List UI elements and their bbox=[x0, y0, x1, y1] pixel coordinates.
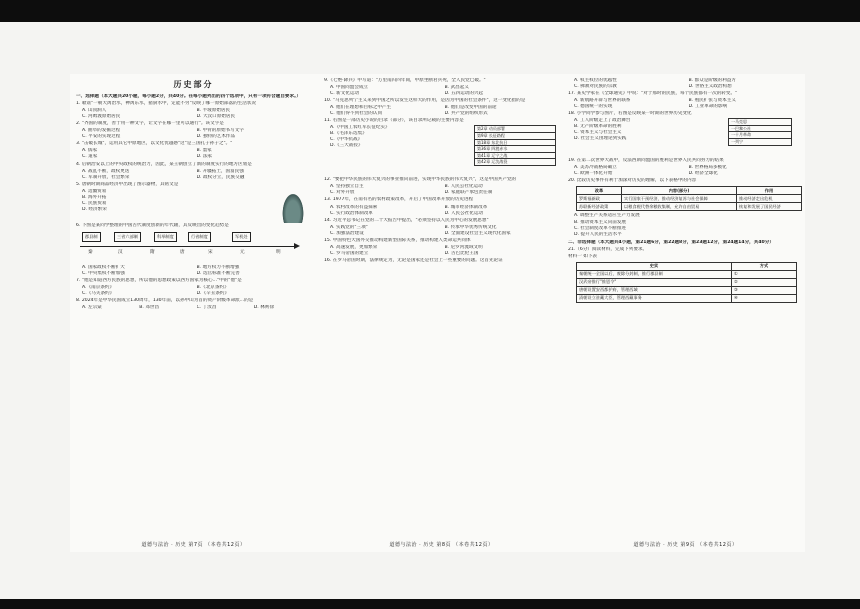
option: B. 半坡原始居民 bbox=[196, 108, 231, 114]
table-cell: 罗斯福新政 bbox=[577, 195, 622, 203]
page-8-column bbox=[324, 74, 559, 552]
question-9-options bbox=[330, 85, 559, 97]
question-3-options bbox=[82, 148, 311, 160]
question-17-options bbox=[574, 98, 803, 110]
option: C. 社会制度改革不断推进 bbox=[574, 225, 627, 231]
option: B. 尼罗河流域文明 bbox=[444, 244, 483, 250]
diagram-row: 一巴黎公社 bbox=[729, 126, 791, 133]
instructions: 一、选择题（本大题共20小题，每小题2分，共40分。在每小题列出的四个选项中，只有一项符合题目要求。） bbox=[76, 94, 301, 100]
question-12: 12. "要把中华民族的伟大复兴的事业推向前进，实现中华民族的伟大复兴"，这是中国共产党的 bbox=[324, 177, 517, 183]
option: D. 工业革命的影响 bbox=[688, 104, 728, 110]
question-12-options bbox=[330, 184, 559, 196]
timeline-label: 汉 bbox=[118, 249, 123, 255]
option: B.《北京条约》 bbox=[196, 284, 229, 290]
option: D. 提升人民的生活水平 bbox=[574, 231, 622, 237]
history-facts-table bbox=[576, 262, 797, 303]
question-4: 4. 后朝治安以上的中央政权的统治力，因此，某王朝创立了新的制度实行的地方区划是 bbox=[76, 161, 252, 167]
question-16: 16. 在罗马帝国时期，法律规定为，无论是国家还是社会上一些重要的问题。这首先论证 bbox=[324, 257, 503, 263]
question-20: 20. 比较历史事件有利于加深对历史的理解，以下表格中的内容 bbox=[568, 178, 697, 184]
option: D. 全面建设社会主义现代化国家 bbox=[444, 230, 511, 236]
question-13-options bbox=[330, 205, 559, 217]
question-19: 19. 在第二次世界大战中，反法西斯同盟国的胜利是世界人民共同努力的结果 bbox=[568, 158, 724, 164]
option: D. 古巴比伦王国 bbox=[444, 250, 479, 256]
question-3: 3. "击破长城"，运用其它中原地区，以文化优越感"这"是三国孔子孙子之"。" bbox=[76, 141, 233, 147]
question-20-options bbox=[574, 213, 803, 237]
toc-row: 第9章 长征路程 bbox=[475, 133, 555, 140]
toc-row: 第2章 动员部署 bbox=[475, 126, 555, 133]
question-16-options bbox=[574, 78, 803, 90]
option: B. 甲骨的原始书写文字 bbox=[196, 128, 244, 134]
option: C.《中华抗战》 bbox=[330, 137, 363, 143]
timeline-box: 三省六部制 bbox=[114, 232, 141, 242]
option: A. 权主权位的优越性 bbox=[574, 78, 617, 83]
timeline-label: 唐 bbox=[180, 249, 185, 255]
option: B. 城市经济体制改革 bbox=[444, 204, 488, 210]
option: C. 资本主义与社会主义 bbox=[574, 130, 622, 136]
toc-row: 第36章 四渡赤水 bbox=[475, 146, 555, 153]
vase-image bbox=[281, 191, 305, 223]
toc-row: 第18章 东北抗日 bbox=[475, 140, 555, 147]
question-1-options bbox=[82, 108, 311, 120]
table-cell: 恢复和发展了国民经济 bbox=[737, 203, 802, 211]
option: D. 家庭联产承包责任制 bbox=[444, 190, 493, 196]
option: D. 政权分立，民族交融 bbox=[196, 174, 245, 180]
option: C. 加强法治建设 bbox=[330, 230, 364, 236]
option: B.《毛泽东选集》 bbox=[330, 131, 367, 137]
option: C. 中央集权不断加强 bbox=[82, 270, 125, 276]
question-18: 18. 小学同学参与图片，右图是反映某一时期的世界历史变化 bbox=[568, 111, 692, 117]
option: A. 坚持独立自主 bbox=[330, 184, 364, 190]
option: B. 海外开拓 bbox=[82, 194, 107, 200]
table-cell: 清朝设立驻藏大臣，管理西藏事务 bbox=[577, 294, 732, 302]
option: D. 独特的艺术作品 bbox=[196, 134, 236, 140]
option: B. 无产阶级革命的胜利 bbox=[574, 124, 622, 130]
option: A. 新航路开辟与世界的联系 bbox=[574, 98, 631, 104]
timeline-box: 行省制度 bbox=[188, 232, 211, 242]
option: A.《中国工农红军长征纪实》 bbox=[330, 125, 390, 131]
option: A. 实践党的"三项" bbox=[330, 224, 368, 230]
option: C. 军制开放，社会繁荣 bbox=[82, 174, 130, 180]
question-10: 10. "马克思列宁主义来到中国之所以发生这样大的作用，是因为中国的社会条件"，这一变化指的是 bbox=[324, 98, 526, 104]
option: C. 佛教对民族的宗教 bbox=[574, 84, 617, 90]
question-7: 7. "他是知道西方民族的思想，所以他的思想政策以西方国家为核心..."中的"他"是 bbox=[76, 277, 242, 283]
timeline-box: 军机处 bbox=[232, 232, 251, 242]
option: A. 高速发展，更加繁荣 bbox=[330, 244, 378, 250]
bottom-dark-border bbox=[0, 599, 860, 609]
timeline-label: 秦 bbox=[88, 249, 93, 255]
option: D.《三大战役》 bbox=[330, 143, 363, 149]
book-toc bbox=[474, 125, 556, 166]
question-18-block bbox=[568, 118, 803, 158]
question-2: 2. "齐国的制度，善于用一种文字，让文字在哪一里可以通行"。该文字是 bbox=[76, 121, 224, 127]
question-11: 11. 右图是一部历史小说的目录（部分），该目录所记载的主要内容是 bbox=[324, 118, 464, 124]
question-11-options bbox=[330, 125, 470, 149]
question-15-options bbox=[330, 245, 559, 257]
option: D.《辛丑条约》 bbox=[196, 290, 230, 296]
option: B. 地方权力不断增强 bbox=[196, 264, 240, 270]
option: D. 经济繁荣 bbox=[82, 206, 107, 212]
option: C. 德国统一的实现 bbox=[574, 104, 613, 110]
option: A.《南京条约》 bbox=[82, 284, 115, 290]
table-cell: 以粮食税代替余粮收集制，允许自由贸易 bbox=[622, 203, 737, 211]
option: A. 农村改革的有益探索 bbox=[330, 204, 378, 210]
timeline-box: 科举制度 bbox=[154, 232, 177, 242]
option: B. 邓世昌 bbox=[139, 305, 160, 311]
option: B. 世界格局多极化 bbox=[688, 165, 727, 171]
timeline-label: 元 bbox=[240, 249, 245, 255]
question-9: 9.《七绝·降兵》中写道："万里南归四年间，中原坐断君兵死，全人民党已破。" bbox=[324, 78, 486, 83]
option: B. 他们是改变中国的前途 bbox=[444, 105, 497, 111]
question-4-options bbox=[82, 169, 311, 181]
table-row bbox=[577, 270, 797, 278]
reform-table bbox=[576, 186, 802, 211]
option: A. 儒家 bbox=[82, 148, 98, 154]
part-two-heading: 二、非选择题（本大题共4小题，第21题6分，第22题8分，第23题12分，第24题14分，共40分） bbox=[568, 239, 774, 245]
question-6-options bbox=[82, 265, 311, 277]
timeline-arrow bbox=[80, 246, 294, 247]
table-cell: ② bbox=[732, 278, 797, 286]
option: D. 五四运动的兴起 bbox=[444, 91, 484, 97]
option: A. 战乱不断，政权更迭 bbox=[82, 168, 130, 174]
question-8: 8. 2024年是中华民国成立130周年，130年前，以孙中山为首的资产阶级革命派...的是 bbox=[76, 297, 254, 303]
table-header: 作用 bbox=[737, 187, 802, 195]
question-8-options bbox=[82, 305, 311, 311]
question-19-options bbox=[574, 165, 803, 177]
option: B. 传承中华优秀传统文化 bbox=[444, 224, 497, 230]
option: B. 人民公社化运动 bbox=[444, 184, 483, 190]
option: A. 边疆贸易 bbox=[82, 188, 107, 194]
option: A. 中国同盟会成立 bbox=[330, 85, 369, 91]
page-footer: 道德与法治 · 历史 第9页 （本卷共12页） bbox=[633, 541, 738, 548]
option: D. 世俗主义政治构想 bbox=[688, 84, 732, 90]
option: C. 罗马帝国的建立 bbox=[330, 250, 369, 256]
option: D. 选官标准不断完善 bbox=[196, 270, 240, 276]
question-18-options bbox=[574, 118, 724, 142]
timeline-label: 隋 bbox=[150, 249, 155, 255]
table-row bbox=[577, 294, 797, 302]
option: C. 平安的实现过程 bbox=[82, 134, 121, 140]
timeline-label: 明 bbox=[276, 249, 281, 255]
toc-row: 第42章 辽沈战役 bbox=[477, 159, 508, 165]
table-header-row bbox=[577, 187, 802, 195]
question-21: 21.（6分）阅读材料，完成下列要求。 bbox=[568, 246, 648, 252]
question-14-options bbox=[330, 225, 559, 237]
option: B. 推动资本主义向前发展 bbox=[574, 219, 627, 225]
option: D. 共产党的组织形式 bbox=[444, 111, 488, 117]
table-header: 方式 bbox=[732, 262, 797, 270]
top-dark-border bbox=[0, 0, 860, 22]
diagram-row: 一马克思 bbox=[729, 119, 791, 126]
option: D. 人民公社化运动 bbox=[444, 210, 484, 216]
question-15: 15. 中国特色大国外交推动构建新型国际关系，推动构建人类命运共同体 bbox=[324, 237, 471, 243]
option: A. 国家政权不断扩大 bbox=[82, 264, 125, 270]
question-17: 17. 某史学家在《全球通史》中说："对于那时的民族，每个民族都有一次的转变。" bbox=[568, 91, 738, 97]
option: C. 对外开放 bbox=[330, 190, 355, 196]
page-footer: 道德与法治 · 历史 第7页 （本卷共12页） bbox=[141, 541, 246, 548]
option: C. 他们得不到社会的认同 bbox=[330, 111, 383, 117]
option: D. 法家 bbox=[196, 154, 213, 160]
table-cell: 唐朝设置安西都护府，管理西域 bbox=[577, 286, 732, 294]
option: B. 殖民扩张与资本主义 bbox=[688, 98, 736, 104]
table-cell: ③ bbox=[732, 286, 797, 294]
table-cell: 苏联新经济政策 bbox=[577, 203, 622, 211]
history-diagram bbox=[728, 118, 792, 145]
table-header: 内容(部分) bbox=[622, 187, 737, 195]
table-row bbox=[577, 203, 802, 211]
option: A. 调整生产关系适应生产力发展 bbox=[574, 213, 640, 219]
question-10-options bbox=[330, 105, 559, 117]
question-14: 14. 习近平总书记在党的二十大报告中提出，"必须坚持以人民为中心的发展思想" bbox=[324, 217, 489, 223]
exam-sheet bbox=[70, 74, 805, 552]
option: C. 丁汝昌 bbox=[196, 305, 217, 311]
table-cell: ④ bbox=[732, 294, 797, 302]
page-7-column bbox=[76, 74, 311, 552]
option: C. 欧洲一体化开始 bbox=[574, 171, 613, 177]
question-13: 13. 1977年，在南有名的农村政策改革，开启了中国改革开放的历史进程 bbox=[324, 197, 474, 203]
material-one: 材料一 如下表 bbox=[568, 253, 598, 259]
option: B. 墨家 bbox=[196, 148, 212, 154]
question-5-options bbox=[82, 189, 277, 213]
page-9-column bbox=[568, 74, 803, 552]
table-row bbox=[577, 278, 797, 286]
table-row bbox=[577, 286, 797, 294]
table-cell: 秦朝统一全国以后，废除分封制，推行郡县制 bbox=[577, 270, 732, 278]
timeline-box: 郡县制 bbox=[82, 232, 101, 242]
question-7-options bbox=[82, 285, 311, 297]
option: C. 新文化运动 bbox=[330, 91, 360, 97]
option: B. 群众是阶级的利益方 bbox=[688, 78, 736, 83]
toc-row: 第41章 辽宁之战 bbox=[475, 153, 555, 160]
table-cell: ① bbox=[732, 270, 797, 278]
dynasty-timeline bbox=[80, 232, 300, 262]
question-5: 5. 唐朝时期商品经济中出现了图示器物，其铭文是 bbox=[76, 181, 179, 187]
table-cell: 汉武帝推行"推恩令" bbox=[577, 278, 732, 286]
option: A. 山顶洞人 bbox=[82, 108, 107, 114]
question-1: 1. 歌谣"一朝大禹治水，神禹东水，猪厨水中，定能不穷"反映了哪一原始部落的生活状况 bbox=[76, 101, 257, 107]
question-11-block bbox=[324, 125, 559, 177]
timeline-label: 宋 bbox=[208, 249, 213, 255]
section-title: 历史部分 bbox=[173, 80, 214, 89]
option: A. 他们在理想和目标之中产生 bbox=[330, 105, 392, 111]
table-header: 改革 bbox=[577, 187, 622, 195]
page-footer: 道德与法治 · 历史 第8页 （本卷共12页） bbox=[389, 541, 494, 548]
table-cell: 实行国家干预经济，推动经济复苏与社会保障 bbox=[622, 195, 737, 203]
option: D. 大汶口原始居民 bbox=[196, 114, 236, 120]
option: C.《马关条约》 bbox=[82, 290, 115, 296]
question-2-options bbox=[82, 128, 311, 140]
table-cell: 推动经济走出危机 bbox=[737, 195, 802, 203]
option: C. 民族贸易 bbox=[82, 200, 107, 206]
option: C. 河姆渡原始居民 bbox=[82, 114, 121, 120]
diagram-row: 一十月革命 bbox=[729, 132, 791, 139]
option: A. 曲阜的发掘过程 bbox=[82, 128, 121, 134]
option: D. 经济全球化 bbox=[688, 171, 718, 177]
option: D. 林则徐 bbox=[253, 305, 274, 311]
option: B. 武昌起义 bbox=[444, 85, 469, 91]
option: A. 左宗棠 bbox=[82, 305, 102, 311]
question-6: 6. 下图是某同学整理的中国古代制度创新的年代轴，其反映出的变化趋势是 bbox=[76, 222, 229, 228]
option: A. 美苏冷战格局确立 bbox=[574, 165, 617, 171]
option: C. 道家 bbox=[82, 154, 98, 160]
option: A. 工人阶级走上了政治舞台 bbox=[574, 118, 631, 124]
table-row bbox=[577, 195, 802, 203]
option: B. 开疆拓土，国富民强 bbox=[196, 168, 244, 174]
table-header-row bbox=[577, 262, 797, 270]
table-header: 史实 bbox=[577, 262, 732, 270]
option: D. 社会主义由理论到实践 bbox=[574, 136, 627, 142]
diagram-row: 一列宁 bbox=[731, 139, 743, 145]
option: C. 实行政治体制改革 bbox=[330, 210, 373, 216]
